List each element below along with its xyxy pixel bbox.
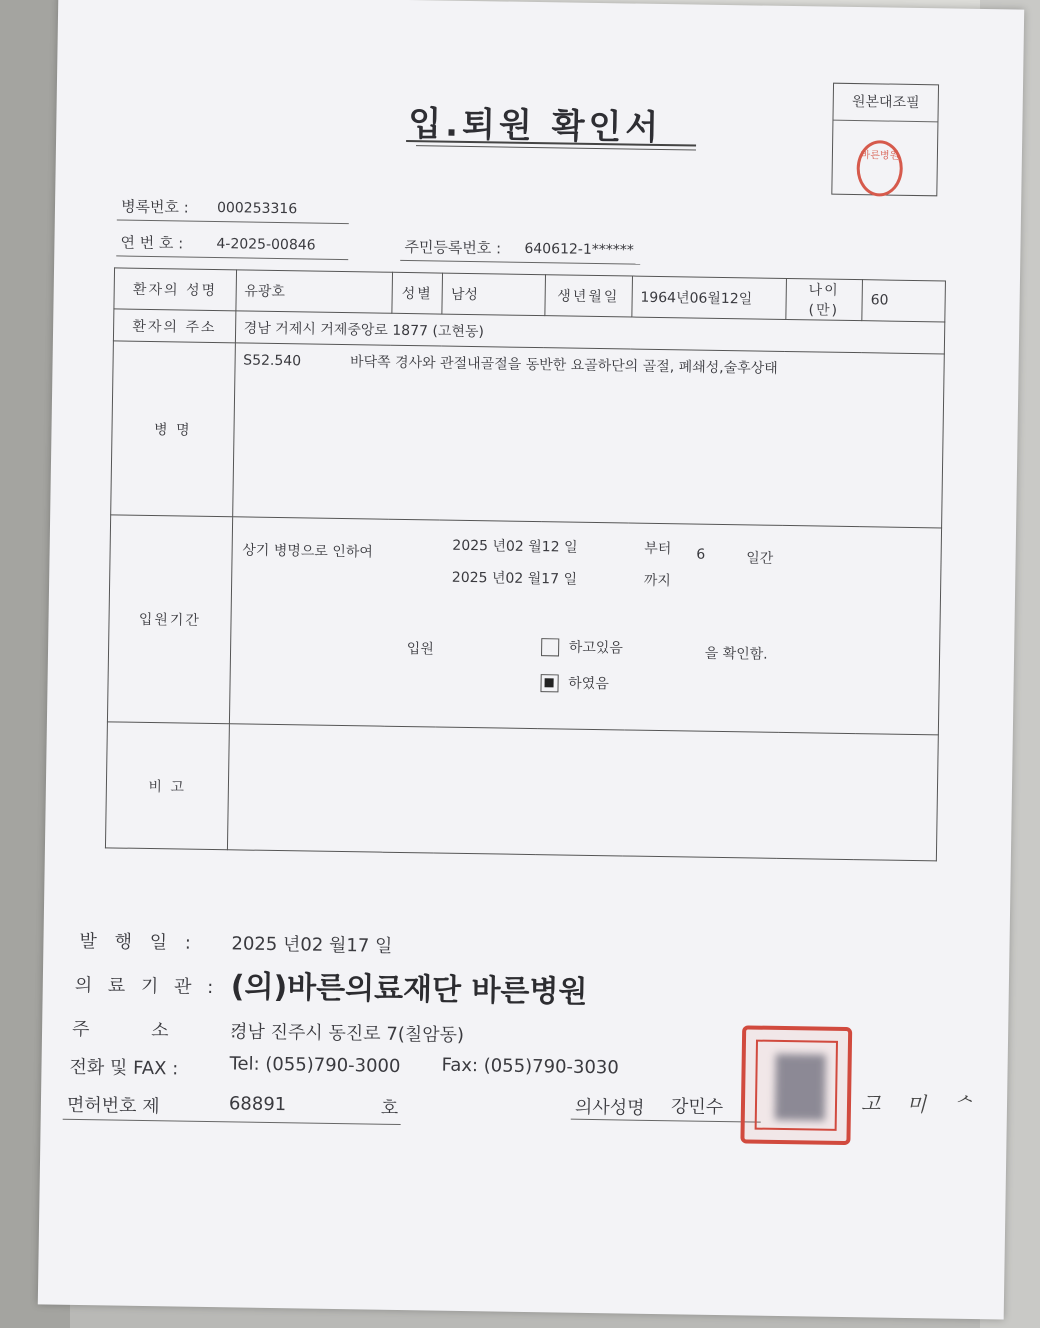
- phone-number: Tel: (055)790-3000: [229, 1053, 401, 1077]
- rrn-underline: [400, 260, 640, 265]
- completed-checkbox: [540, 674, 558, 692]
- admit-word: 입원: [406, 641, 434, 658]
- license-suffix: 호: [380, 1097, 399, 1119]
- dob-value: 1964년06월12일: [632, 276, 787, 319]
- license-label: 면허번호 제: [66, 1094, 160, 1118]
- period-days-unit: 일간: [746, 550, 774, 567]
- seal-redaction: [775, 1054, 826, 1121]
- option-in-progress-label: 하고있음: [568, 639, 624, 657]
- original-stamp-box: [831, 83, 939, 197]
- period-to-word: 까지: [643, 572, 672, 590]
- option-completed-label: 하였음: [568, 675, 609, 693]
- option-completed: [540, 672, 609, 693]
- hospital-seal-icon: [740, 1025, 852, 1145]
- option-in-progress: [541, 636, 623, 657]
- hospital-address: 경남 진주시 동진로 7(칠암동): [229, 1021, 465, 1046]
- in-progress-checkbox: [541, 638, 559, 656]
- original-stamp-label: 원본대조필: [851, 93, 920, 112]
- institution-name: (의)바른의료재단 바른병원: [230, 969, 588, 1010]
- diagnosis-cell: [232, 343, 944, 528]
- record-no-underline: [117, 219, 349, 224]
- issue-date-value: 2025 년02 월17 일: [231, 933, 393, 957]
- age-value: 60: [862, 280, 946, 322]
- address-label: 환자의 주소: [113, 309, 235, 343]
- period-from-word: 부터: [644, 540, 672, 558]
- remarks-value: [227, 724, 938, 861]
- table-row-period: [107, 515, 941, 735]
- round-seal-mark: 바른병원: [860, 150, 900, 162]
- sex-label: 성별: [392, 272, 443, 314]
- period-label: 입원기간: [107, 515, 232, 724]
- address-value: 경남 거제시 거제중앙로 1877 (고현동): [235, 311, 945, 354]
- round-seal-icon: [856, 140, 903, 197]
- diagnosis-code: S52.540: [243, 352, 302, 370]
- institution-label: 의 료 기 관 :: [74, 974, 219, 999]
- diagnosis-text: 바닥쪽 경사와 관절내골절을 동반한 요골하단의 골절, 폐쇄성,술후상태: [349, 354, 778, 377]
- certificate-table: [105, 267, 946, 861]
- diagnosis-label: 병 명: [111, 341, 235, 517]
- rrn-label: 주민등록번호 :: [404, 237, 502, 258]
- record-no-label: 병록번호 :: [120, 197, 189, 217]
- doctor-underline: [571, 1119, 761, 1123]
- doctor-name: 강민수: [670, 1096, 724, 1119]
- sex-value: 남성: [442, 273, 545, 316]
- table-row-diagnosis: [111, 341, 945, 528]
- stamp-divider: [833, 120, 937, 123]
- record-no-value: 000253316: [216, 200, 298, 218]
- document-paper: [38, 0, 1024, 1320]
- license-underline: [63, 1119, 401, 1125]
- doctor-label: 의사성명: [574, 1096, 645, 1119]
- hospital-address-label: 주 소 :: [71, 1018, 237, 1043]
- doctor-signature-icon: 고 미 ᄉ: [860, 1091, 982, 1118]
- remarks-label: 비 고: [105, 722, 229, 850]
- serial-no-value: 4-2025-00846: [216, 236, 316, 254]
- dob-label: 생년월일: [544, 275, 632, 317]
- document-title: 입.퇴원 확인서: [408, 104, 663, 148]
- serial-no-label: 연 번 호 :: [120, 233, 184, 253]
- age-label: 나이(만): [785, 278, 862, 320]
- name-label: 환자의 성명: [114, 268, 236, 311]
- phone-fax-label: 전화 및 FAX :: [69, 1056, 179, 1080]
- rrn-value: 640612-1******: [524, 240, 634, 259]
- fax-number: Fax: (055)790-3030: [441, 1054, 619, 1079]
- period-cell: [229, 517, 942, 735]
- issue-date-label: 발 행 일 :: [79, 930, 198, 954]
- period-intro: 상기 병명으로 인하여: [242, 542, 373, 561]
- serial-no-underline: [116, 255, 348, 260]
- table-row-remarks: [105, 722, 938, 861]
- confirm-text: 을 확인함.: [704, 645, 768, 663]
- license-number: 68891: [228, 1093, 287, 1116]
- name-value: 유광호: [236, 270, 393, 313]
- period-from-date: 2025 년02 월12 일: [452, 537, 578, 556]
- period-to-date: 2025 년02 월17 일: [451, 569, 578, 588]
- period-days: 6: [696, 546, 706, 563]
